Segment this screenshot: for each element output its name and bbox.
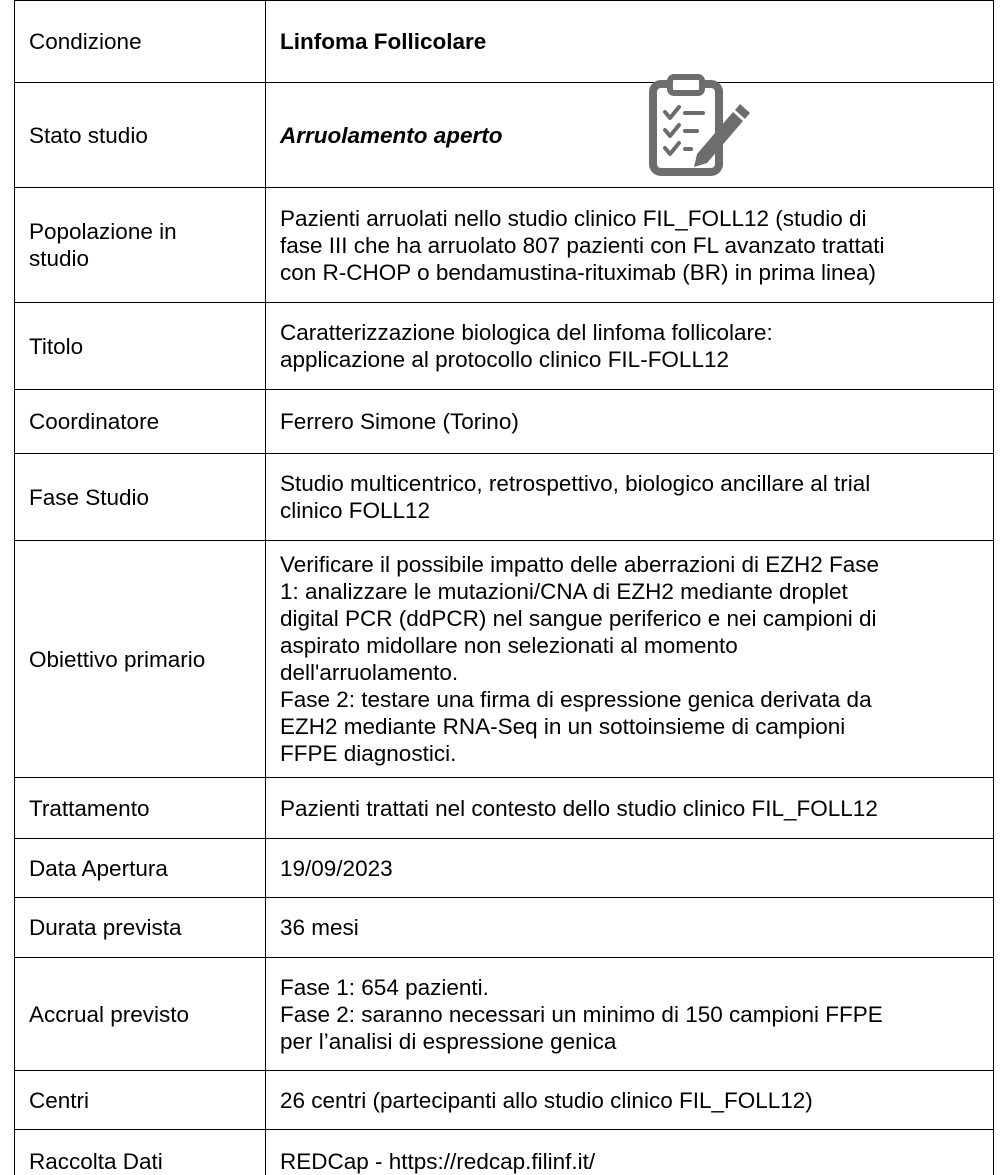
row-value-stato-studio [266, 83, 994, 188]
row-value-fase-studio: Studio multicentrico, retrospettivo, biologico ancillare al trial clinico FOLL12 [266, 454, 994, 541]
row-value-trattamento: Pazienti trattati nel contesto dello studio clinico FIL_FOLL12 [266, 778, 994, 839]
table-row [15, 1071, 994, 1130]
row-value-data-apertura: 19/09/2023 [266, 839, 994, 898]
row-label-condizione: Condizione [15, 1, 266, 83]
row-label-centri: Centri [15, 1071, 266, 1130]
study-info-table [14, 0, 994, 1175]
row-value-accrual: Fase 1: 654 pazienti. Fase 2: saranno necessari un minimo di 150 campioni FFPE per l’analisi di espressione genica [266, 958, 994, 1071]
row-value-popolazione: Pazienti arruolati nello studio clinico FIL_FOLL12 (studio di fase III che ha arruolato 807 pazienti con FL avanzato trattati con R-CHOP o bendamustina-rituximab (BR) in prima linea) [266, 188, 994, 303]
row-label-accrual: Accrual previsto [15, 958, 266, 1071]
table-row [15, 390, 994, 454]
table-row [15, 303, 994, 390]
clipboard-checklist-pencil-icon [639, 70, 755, 186]
table-row [15, 83, 994, 188]
row-label-durata: Durata prevista [15, 898, 266, 958]
table-row [15, 188, 994, 303]
table-row [15, 898, 994, 958]
row-label-coordinatore: Coordinatore [15, 390, 266, 454]
row-label-trattamento: Trattamento [15, 778, 266, 839]
row-value-raccolta-dati: REDCap - https://redcap.filinf.it/ [266, 1130, 994, 1175]
row-label-data-apertura: Data Apertura [15, 839, 266, 898]
row-label-popolazione: Popolazione in studio [15, 188, 266, 303]
table-row [15, 454, 994, 541]
row-value-coordinatore: Ferrero Simone (Torino) [266, 390, 994, 454]
row-label-raccolta-dati: Raccolta Dati [15, 1130, 266, 1175]
table-row [15, 778, 994, 839]
row-value-titolo: Caratterizzazione biologica del linfoma follicolare: applicazione al protocollo clinico FIL-FOLL12 [266, 303, 994, 390]
row-value-condizione: Linfoma Follicolare [266, 1, 994, 83]
table-row [15, 1130, 994, 1175]
row-value-centri: 26 centri (partecipanti allo studio clinico FIL_FOLL12) [266, 1071, 994, 1130]
table-row [15, 1, 994, 83]
row-value-durata: 36 mesi [266, 898, 994, 958]
table-row [15, 958, 994, 1071]
row-label-stato-studio: Stato studio [15, 83, 266, 188]
row-label-obiettivo: Obiettivo primario [15, 541, 266, 778]
table-row [15, 839, 994, 898]
row-label-fase-studio: Fase Studio [15, 454, 266, 541]
row-value-obiettivo: Verificare il possibile impatto delle aberrazioni di EZH2 Fase 1: analizzare le mutazioni/CNA di EZH2 mediante droplet digital PCR (ddPCR) nel sangue periferico e nei campioni di aspirato midollare non selezionati al momento dell'arruolamento. Fase 2: testare una firma di espressione genica derivata da EZH2 mediante RNA-Seq in un sottoinsieme di campioni FFPE diagnostici. [266, 541, 994, 778]
row-label-titolo: Titolo [15, 303, 266, 390]
status-text: Arruolamento aperto [280, 123, 503, 148]
table-row [15, 541, 994, 778]
